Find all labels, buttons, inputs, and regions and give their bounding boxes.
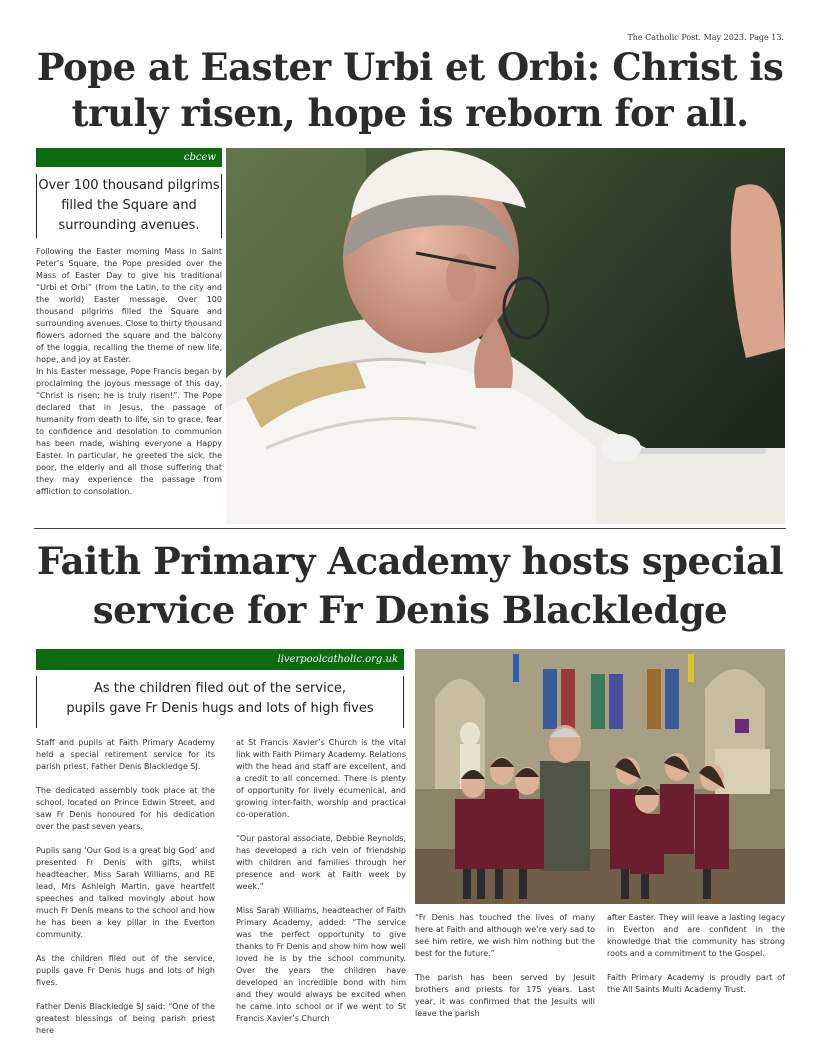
story2-column-2 [236, 737, 406, 1025]
masthead: The Catholic Post. May 2023. Page 13. [627, 33, 784, 42]
story2-headline-line1: Faith Primary Academy hosts special [36, 539, 784, 583]
story2-paragraph: Staff and pupils at Faith Primary Academy held a special retirement service for its parish priest, Father Denis Blackledge SJ. [36, 738, 215, 771]
story2-paragraph: Faith Primary Academy is proudly part of the All Saints Multi Academy Trust. [607, 973, 785, 994]
story2-headline-line2: service for Fr Denis Blackledge [92, 588, 728, 632]
section-divider [34, 528, 786, 529]
story2-paragraph: at St Francis Xavier’s Church is the vital link with Faith Primary Academy. Relations with the head and staff are excellent, and a credit to all concerned. There is plenty of opportunity for lively ecumenical, and growing inter-faith, worship and practical co-operation. [236, 738, 406, 819]
school-group-photo [415, 649, 785, 904]
story1-pullquote: Over 100 thousand pilgrims filled the Square and surrounding avenues. [36, 174, 222, 238]
story1-headline [34, 44, 786, 136]
story2-source-band: liverpoolcatholic.org.uk [36, 649, 404, 670]
story2-pullquote-line2: pupils gave Fr Denis hugs and lots of high fives [66, 701, 374, 716]
story1-headline-line1: Pope at Easter Urbi et Orbi: Christ is [36, 45, 784, 89]
story2-paragraph: The dedicated assembly took place at the school, located on Prince Edwin Street, and saw Fr Denis honoured for his dedication over the past seven years. [36, 786, 215, 831]
story2-pullquote [36, 676, 404, 728]
story2-paragraph: As the children filed out of the service, pupils gave Fr Denis hugs and lots of high fives. [36, 954, 215, 987]
story2-paragraph: after Easter. They will leave a lasting legacy in Everton and are confident in the knowledge that the community has strong roots and a commitment to the Gospel. [607, 913, 785, 958]
story2-paragraph: Miss Sarah Williams, headteacher of Faith Primary Academy, added: “The service was the perfect opportunity to give thanks to Fr Denis and show him how well loved he is by the school community. Over the years the children have developed an incredible bond with him and they would always be excited when he came into school or if we went to St Francis Xavier’s Church [236, 906, 406, 1023]
story1-paragraph: In his Easter message, Pope Francis began by proclaiming the joyous message of this day, “Christ is risen; he is truly risen!”. The Pope declared that in Jesus, the passage of humanity from death to life, sin to grace, fear to confidence and desolation to communion has been made, wishing everyone a Happy Easter. In particular, he greeted the sick, the poor, the elderly and all those suffering that they may experience the passage from affliction to consolation. [36, 367, 222, 496]
pope-photo [226, 148, 785, 524]
story2-paragraph: Father Denis Blackledge SJ said: “One of the greatest blessings of being parish priest here [36, 1002, 215, 1035]
story2-column-4 [607, 912, 785, 996]
story2-paragraph: Pupils sang ‘Our God is a great big God’ and presented Fr Denis with gifts, whilst headteacher, Miss Sarah Williams, and RE lead, Mrs Ashleigh Martin, gave heartfelt speeches and talked movingly about how much Fr Denis means to the school and how he has been a key pillar in the Everton community. [36, 846, 215, 939]
story1-source-band: cbcew [36, 148, 222, 167]
story2-paragraph: The parish has been served by Jesuit brothers and priests for 175 years. Last year, it was confirmed that the Jesuits will leave the parish [415, 973, 595, 1018]
story2-column-1 [36, 737, 215, 1037]
story1-headline-line2: truly risen, hope is reborn for all. [71, 91, 749, 135]
story2-paragraph: “Our pastoral associate, Debbie Reynolds, has developed a rich vein of friendship with children and families through her presence and work at Faith week by week.” [236, 834, 406, 891]
story2-column-3 [415, 912, 595, 1020]
story2-pullquote-line1: As the children filed out of the service, [94, 681, 346, 696]
story2-headline [34, 537, 786, 635]
story2-paragraph: “Fr Denis has touched the lives of many here at Faith and although we’re very sad to see him retire, we wish him nothing but the best for the future.” [415, 913, 595, 958]
story1-paragraph: Following the Easter morning Mass in Saint Peter’s Square, the Pope presided over the Mass of Easter Day to give his traditional “Urbi et Orbi” (from the Latin, to the city and the world) Easter message. Over 100 thousand pilgrims filled the Square and surrounding avenues. Close to thirty thousand flowers adorned the square and the balcony of the loggia, recalling the theme of new life, hope, and joy at Easter. [36, 247, 222, 364]
story1-body [36, 246, 222, 498]
